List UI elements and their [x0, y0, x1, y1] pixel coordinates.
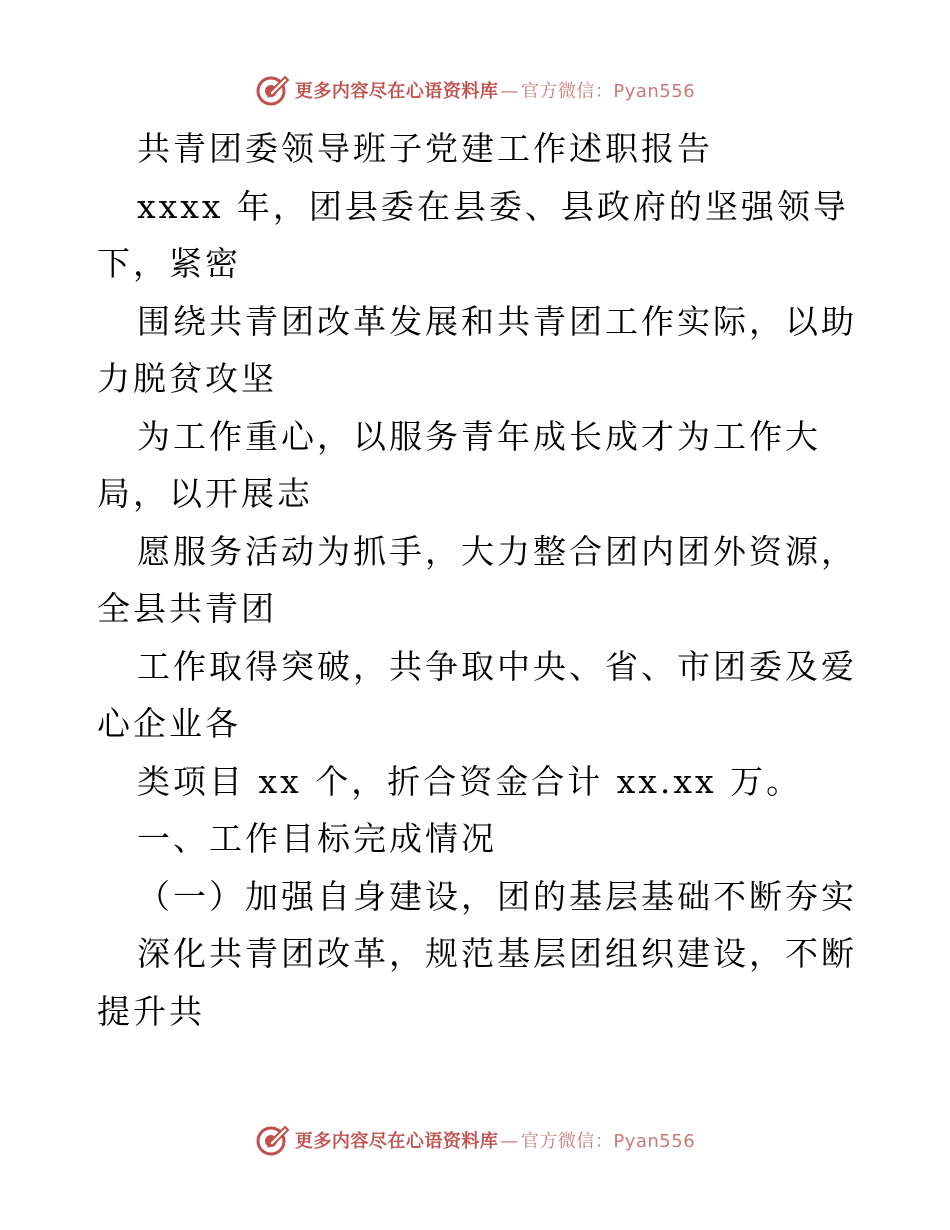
- paragraph: 深化共青团改革，规范基层团组织建设，不断提升共: [97, 934, 857, 1031]
- header-banner-dash: —: [500, 81, 519, 102]
- paragraph: 愿服务活动为抓手，大力整合团内团外资源，全县共青团: [97, 531, 857, 628]
- paragraph: 类项目 xx 个，折合资金合计 xx.xx 万。: [137, 761, 803, 801]
- header-banner-tail: 官方微信：Pyan556: [520, 81, 696, 102]
- pen-logo-icon: [255, 1123, 289, 1157]
- header-banner: [0, 70, 950, 110]
- footer-banner-lead: 更多内容尽在心语资料库: [294, 1131, 499, 1152]
- paragraph: 工作取得突破，共争取中央、省、市团委及爱心企业各: [97, 646, 857, 743]
- document-body: [97, 120, 857, 1040]
- paragraph: 围绕共青团改革发展和共青团工作实际，以助力脱贫攻坚: [97, 301, 857, 398]
- pen-logo-icon: [255, 73, 289, 107]
- footer-banner-dash: —: [500, 1131, 519, 1152]
- footer-banner-text: [295, 1127, 695, 1153]
- paragraph: xxxx 年，团县委在县委、县政府的坚强领导下，紧密: [97, 186, 849, 283]
- subsection-heading: （一）加强自身建设，团的基层基础不断夯实: [137, 876, 857, 916]
- section-heading: 一、工作目标完成情况: [137, 819, 497, 858]
- document-title: 共青团委领导班子党建工作述职报告: [137, 129, 713, 168]
- footer-banner: [0, 1120, 950, 1160]
- header-banner-text: [295, 77, 695, 103]
- header-banner-lead: 更多内容尽在心语资料库: [294, 81, 499, 102]
- paragraph: 为工作重心，以服务青年成长成才为工作大局，以开展志: [97, 416, 821, 513]
- footer-banner-tail: 官方微信：Pyan556: [520, 1131, 696, 1152]
